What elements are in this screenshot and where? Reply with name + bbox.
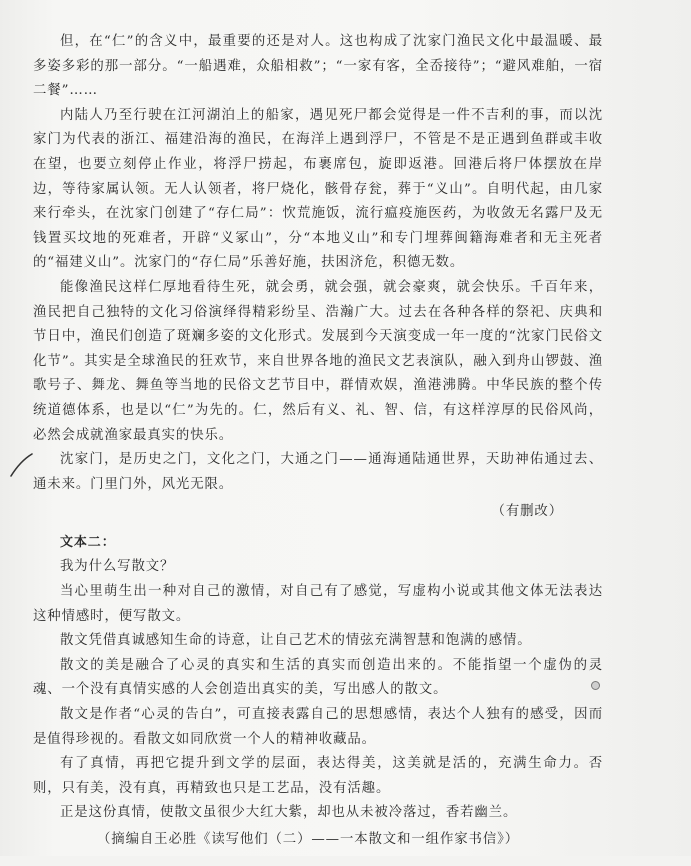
citation: （摘编自王必胜《读写他们（二）——一本散文和一组作家书信》） (97, 832, 520, 847)
source-note: （有删改） (491, 504, 563, 520)
paragraph-floating-bodies: 内陆人乃至行驶在江河湖泊上的船家，遇见死尸都会觉得是一件不吉利的事，而以沈家门为代表的浙江、福建沿海的渔民，在海洋上遇到浮尸，不管是不是正遇到鱼群或丰收在望，也要立刻停止作业，将浮尸捞起，布裹席包，旋即返港。回港后将尸体摆放在岸边，等待家属认领。无人认领者，将尸烧化，骸骨存瓮，葬于“义山”。自明代起，由几家来行牵头，在沈家门创建了“存仁局”：忺荒施饭，流行瘟疫施医药，为收敛无名露尸及无钱置买坟地的死难者，开辟“义冢山”，分“本地义山”和专门埋葬闽籍海难者和无主死者的“福建义山”。沈家门的“存仁局”乐善好施，扶困济危，积德无数。 (33, 107, 603, 271)
essay-title: 我为什么写散文？ (60, 559, 175, 575)
document-body (33, 30, 603, 866)
paragraph-gate-of-history: 沈家门，是历史之门，文化之门，大通之门——通海通陆通世界，天助神佑通过去、通未来。门里门外，风光无限。 (33, 452, 603, 492)
paragraph-folk-festival: 能像渔民这样仁厚地看待生死，就会勇，就会强，就会豪爽，就会快乐。千百年来，渔民把自己独特的文化习俗演绎得精彩纷呈、浩瀚广大。过去在各种各样的祭祀、庆典和节日中，渔民们创造了斑斓多姿的文化形式。发展到今天演变成一年一度的“沈家门民俗文化节”。其实是全球渔民的狂欢节，来自世界各地的渔民文艺表演队，融入到舟山锣鼓、渔歌号子、舞龙、舞鱼等当地的民俗文艺节目中，群情欢娱，渔港沸腾。中华民族的整个传统道德体系，也是以“仁”为先的。仁，然后有义、礼、智、信，有这样淳厚的民俗风尚，必然会成就渔家最真实的快乐。 (33, 279, 603, 443)
paragraph-sincerity: 散文凭借真诚感知生命的诗意，让自己艺术的情弦充满智慧和饱满的感情。 (60, 633, 532, 649)
pen-tick-mark (8, 452, 34, 478)
scan-speck (591, 681, 600, 690)
paragraph-orchid: 正是这份真情，使散文虽很少大红大紫，却也从未被冷落过，香若幽兰。 (60, 805, 518, 821)
paragraph-ren-warmth: 但，在“仁”的含义中，最重要的还是对人。这也构成了沈家门渔民文化中最温暖、最多姿多彩的那一部分。“一船遇难，众船相救”；“一家有客，全岙接待”；“避风难舶，一宿二餐”…… (33, 34, 603, 99)
section-heading-text-two: 文本二： (60, 534, 116, 550)
paragraph-why-essay: 当心里萌生出一种对自己的激情，对自己有了感觉，写虚构小说或其他文体无法表达这种情感时，便写散文。 (33, 584, 603, 624)
paragraph-true-feeling: 有了真情，再把它提升到文学的层面，表达得美，这美就是活的，充满生命力。否则，只有美，没有真，再精致也只是工艺品，没有活趣。 (33, 756, 603, 796)
paragraph-beauty: 散文的美是融合了心灵的真实和生活的真实而创造出来的。不能指望一个虚伪的灵魂、一个没有真情实感的人会创造出真实的美，写出感人的散文。 (33, 657, 603, 698)
paragraph-confession: 散文是作者“心灵的告白”，可直接表露自己的思想感情，表达个人独有的感受，因而是值得珍视的。看散文如同欣赏一个人的精神收藏品。 (33, 707, 603, 747)
